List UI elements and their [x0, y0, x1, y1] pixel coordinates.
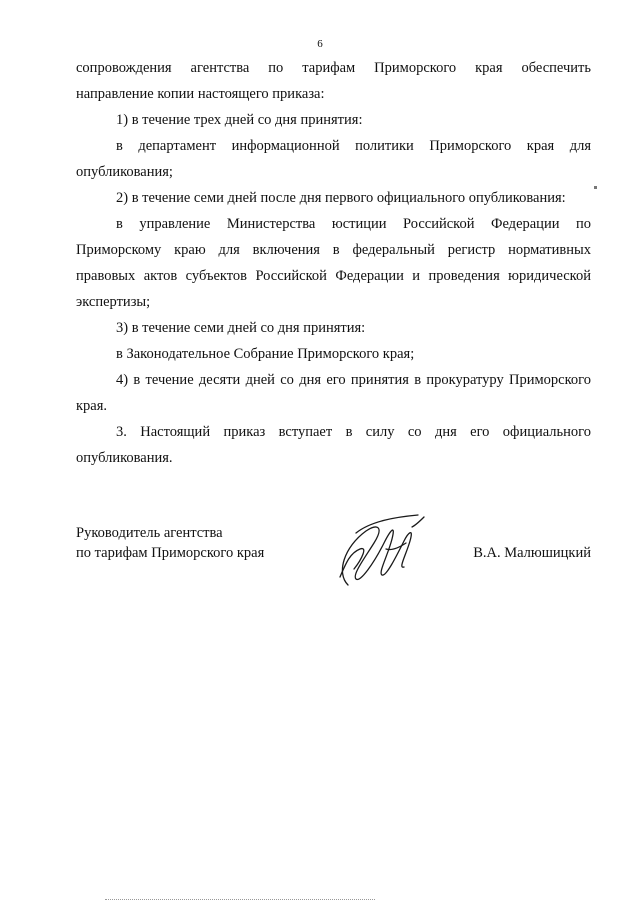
paragraph-line: опубликования. [76, 450, 173, 466]
list-item: 2) в течение семи дней после дня первого официального опубликования: [116, 190, 566, 206]
signature-block [76, 523, 591, 593]
document-body [76, 55, 591, 471]
paragraph-line: опубликования; [76, 164, 173, 180]
paragraph-line: правовых актов субъектов Российской Федерации и проведения юридической [76, 268, 591, 284]
list-item: 1) в течение трех дней со дня принятия: [116, 112, 363, 128]
signatory-title [76, 523, 264, 563]
list-item: 3) в течение семи дней со дня принятия: [116, 320, 366, 336]
paragraph-line: Приморскому краю для включения в федеральный регистр нормативных [76, 242, 591, 258]
clause: 3. Настоящий приказ вступает в силу со дня его официального [116, 424, 591, 440]
signatory-title-line: Руководитель агентства [76, 525, 223, 541]
signatory-name: В.А. Малюшицкий [473, 545, 591, 561]
paragraph-line: края. [76, 398, 108, 414]
scan-artifact [594, 186, 597, 189]
paragraph-line: сопровождения агентства по тарифам Приморского края обеспечить [76, 60, 591, 76]
handwritten-signature [326, 513, 426, 593]
page-number: 6 [317, 38, 323, 50]
paragraph-line: в управление Министерства юстиции Российской Федерации по [116, 216, 591, 232]
paragraph-line: в Законодательное Собрание Приморского края; [116, 346, 415, 362]
paragraph-line: направление копии настоящего приказа: [76, 86, 325, 102]
signatory-title-line: по тарифам Приморского края [76, 545, 265, 561]
paragraph-line: в департамент информационной политики Приморского края для [116, 138, 591, 154]
paragraph-line: экспертизы; [76, 294, 151, 310]
scan-artifact [105, 899, 375, 902]
list-item: 4) в течение десяти дней со дня его принятия в прокуратуру Приморского [116, 372, 591, 388]
